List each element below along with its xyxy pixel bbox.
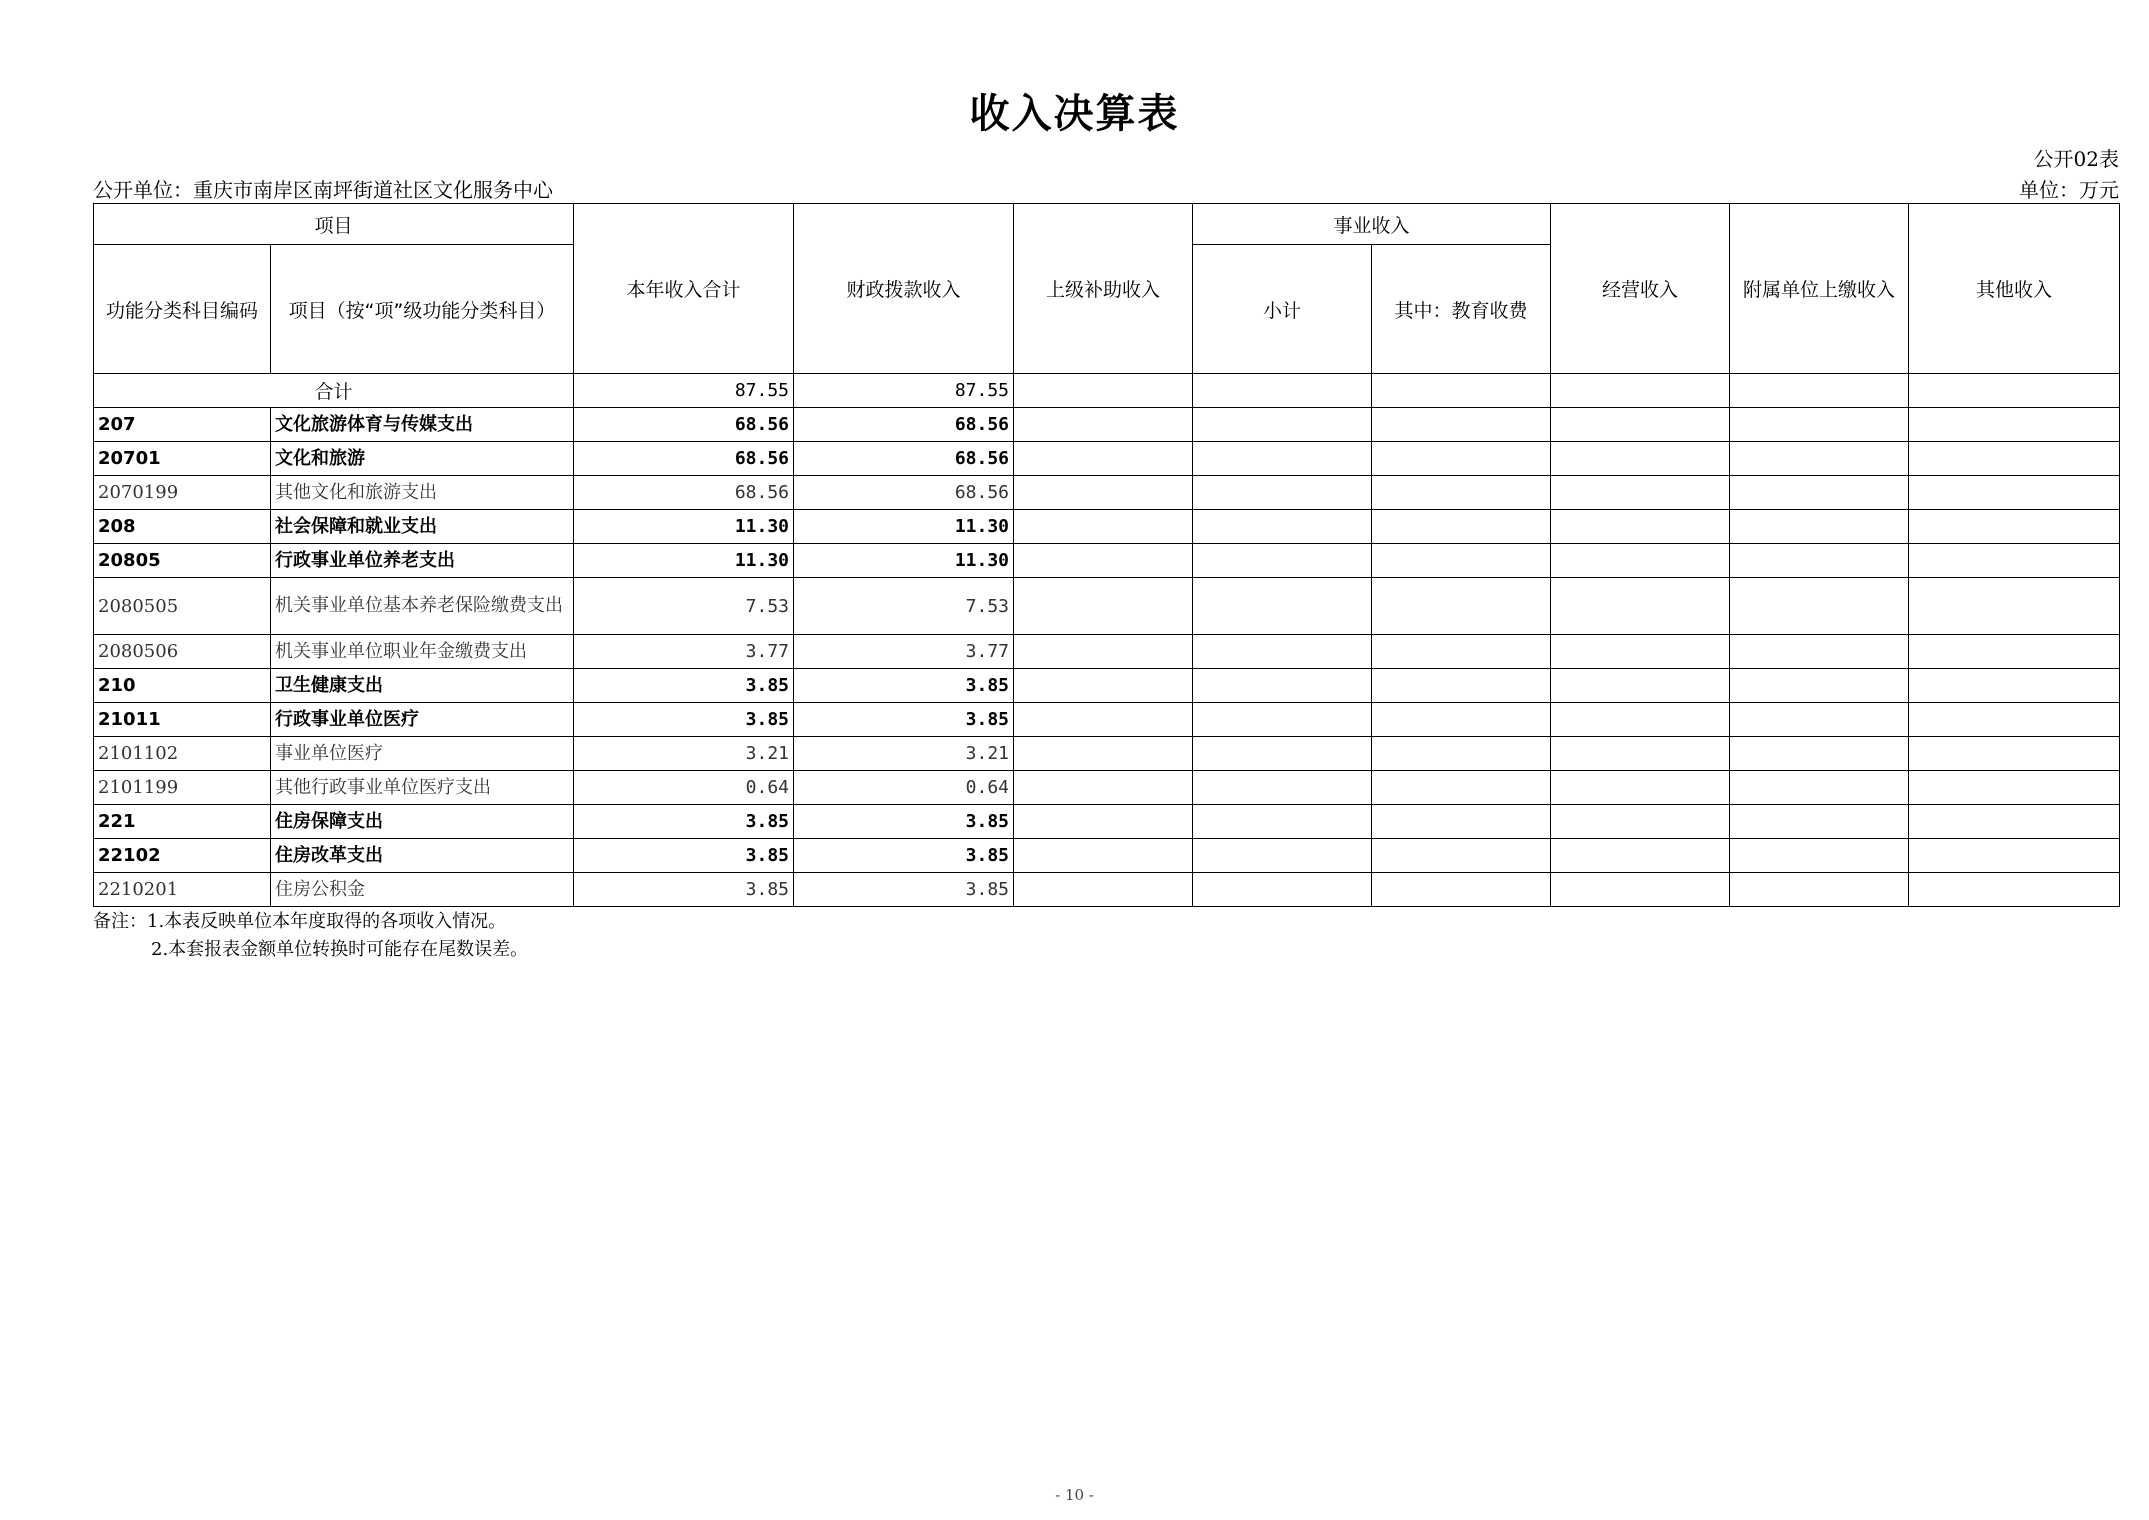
header-other: 其他收入 [1909,204,2120,374]
header-operating: 经营收入 [1551,204,1730,374]
row-name: 文化和旅游 [271,442,574,476]
row-total: 7.53 [574,578,794,635]
empty-cell [1193,408,1372,442]
empty-cell [1372,669,1551,703]
empty-cell [1909,476,2120,510]
row-name: 机关事业单位职业年金缴费支出 [271,635,574,669]
empty-cell [1730,703,1909,737]
income-table [93,203,2120,907]
unit-line [93,174,2119,203]
note-2: 2.本套报表金额单位转换时可能存在尾数误差。 [151,939,529,960]
table-row [94,873,2120,907]
row-fiscal: 68.56 [794,442,1014,476]
empty-cell [1551,374,1730,408]
header-superior: 上级补助收入 [1014,204,1193,374]
row-code: 221 [94,805,271,839]
empty-cell [1551,476,1730,510]
empty-cell [1372,374,1551,408]
row-fiscal: 3.21 [794,737,1014,771]
row-fiscal: 3.77 [794,635,1014,669]
empty-cell [1193,703,1372,737]
row-fiscal: 3.85 [794,873,1014,907]
row-total: 68.56 [574,442,794,476]
empty-cell [1372,635,1551,669]
row-total: 3.85 [574,669,794,703]
empty-cell [1372,805,1551,839]
empty-cell [1193,544,1372,578]
empty-cell [1014,839,1193,873]
row-name: 社会保障和就业支出 [271,510,574,544]
row-code: 2210201 [94,873,271,907]
row-fiscal: 11.30 [794,544,1014,578]
row-code: 20805 [94,544,271,578]
table-row [94,703,2120,737]
row-total: 11.30 [574,510,794,544]
row-code: 2070199 [94,476,271,510]
row-total: 68.56 [574,408,794,442]
empty-cell [1014,805,1193,839]
empty-cell [1730,408,1909,442]
empty-cell [1014,873,1193,907]
empty-cell [1551,510,1730,544]
empty-cell [1730,578,1909,635]
empty-cell [1551,408,1730,442]
row-fiscal: 3.85 [794,805,1014,839]
reporting-unit: 公开单位：重庆市南岸区南坪街道社区文化服务中心 [93,178,553,202]
row-code: 2101102 [94,737,271,771]
empty-cell [1193,669,1372,703]
empty-cell [1909,839,2120,873]
row-fiscal: 3.85 [794,669,1014,703]
empty-cell [1730,805,1909,839]
empty-cell [1551,805,1730,839]
row-name: 事业单位医疗 [271,737,574,771]
form-code: 公开02表 [2033,147,2119,171]
header-education: 其中：教育收费 [1372,245,1551,374]
empty-cell [1730,374,1909,408]
empty-cell [1551,442,1730,476]
header-business: 事业收入 [1193,204,1551,245]
empty-cell [1909,669,2120,703]
header-fiscal: 财政拨款收入 [794,204,1014,374]
page-number: - 10 - [1055,1486,1094,1504]
row-fiscal: 11.30 [794,510,1014,544]
empty-cell [1551,578,1730,635]
empty-cell [1909,771,2120,805]
empty-cell [1193,374,1372,408]
empty-cell [1372,544,1551,578]
table-row [94,510,2120,544]
empty-cell [1014,635,1193,669]
empty-cell [1372,703,1551,737]
row-fiscal: 68.56 [794,408,1014,442]
empty-cell [1193,771,1372,805]
empty-cell [1014,737,1193,771]
empty-cell [1730,476,1909,510]
row-total: 0.64 [574,771,794,805]
empty-cell [1909,442,2120,476]
empty-cell [1551,839,1730,873]
row-name: 行政事业单位医疗 [271,703,574,737]
empty-cell [1909,544,2120,578]
empty-cell [1909,703,2120,737]
empty-cell [1193,635,1372,669]
table-row [94,805,2120,839]
empty-cell [1909,635,2120,669]
empty-cell [1014,442,1193,476]
row-name: 行政事业单位养老支出 [271,544,574,578]
table-row [94,669,2120,703]
empty-cell [1372,873,1551,907]
row-code: 207 [94,408,271,442]
table-row [94,408,2120,442]
currency-unit: 单位：万元 [2019,178,2119,202]
empty-cell [1909,873,2120,907]
table-row [94,737,2120,771]
row-name: 其他文化和旅游支出 [271,476,574,510]
header-total-income: 本年收入合计 [574,204,794,374]
empty-cell [1551,703,1730,737]
row-name: 其他行政事业单位医疗支出 [271,771,574,805]
empty-cell [1551,771,1730,805]
notes [93,908,528,964]
row-fiscal: 68.56 [794,476,1014,510]
empty-cell [1372,839,1551,873]
row-name: 住房改革支出 [271,839,574,873]
row-total: 3.85 [574,805,794,839]
row-name: 住房公积金 [271,873,574,907]
empty-cell [1551,635,1730,669]
row-total: 3.77 [574,635,794,669]
empty-cell [1193,476,1372,510]
empty-cell [1193,578,1372,635]
empty-cell [1014,408,1193,442]
header-func-name: 项目（按“项”级功能分类科目） [271,245,574,374]
empty-cell [1730,442,1909,476]
empty-cell [1014,476,1193,510]
empty-cell [1014,669,1193,703]
row-fiscal: 3.85 [794,839,1014,873]
empty-cell [1909,374,2120,408]
empty-cell [1730,635,1909,669]
row-total: 3.85 [574,873,794,907]
table-row [94,544,2120,578]
empty-cell [1730,873,1909,907]
empty-cell [1014,578,1193,635]
empty-cell [1551,873,1730,907]
empty-cell [1193,873,1372,907]
row-total: 3.85 [574,703,794,737]
empty-cell [1909,737,2120,771]
header-project: 项目 [94,204,574,245]
empty-cell [1730,737,1909,771]
total-income-cell: 87.55 [574,374,794,408]
total-fiscal-cell: 87.55 [794,374,1014,408]
row-total: 3.21 [574,737,794,771]
row-name: 机关事业单位基本养老保险缴费支出 [271,578,574,635]
table-row [94,635,2120,669]
row-name: 住房保障支出 [271,805,574,839]
report-title: 收入决算表 [969,91,1180,137]
empty-cell [1193,510,1372,544]
empty-cell [1193,839,1372,873]
row-code: 2101199 [94,771,271,805]
empty-cell [1014,544,1193,578]
row-total: 68.56 [574,476,794,510]
row-fiscal: 7.53 [794,578,1014,635]
empty-cell [1014,374,1193,408]
empty-cell [1730,839,1909,873]
empty-cell [1372,442,1551,476]
note-1: 备注：1.本表反映单位本年度取得的各项收入情况。 [93,911,507,932]
empty-cell [1551,737,1730,771]
row-code: 208 [94,510,271,544]
empty-cell [1372,408,1551,442]
empty-cell [1730,510,1909,544]
empty-cell [1730,669,1909,703]
row-code: 2080505 [94,578,271,635]
row-total: 11.30 [574,544,794,578]
table-row [94,839,2120,873]
header-func-code: 功能分类科目编码 [94,245,271,374]
row-code: 22102 [94,839,271,873]
total-label: 合计 [94,374,574,408]
empty-cell [1909,510,2120,544]
header-affiliated: 附属单位上缴收入 [1730,204,1909,374]
empty-cell [1730,771,1909,805]
empty-cell [1730,544,1909,578]
empty-cell [1372,578,1551,635]
empty-cell [1551,544,1730,578]
empty-cell [1551,669,1730,703]
empty-cell [1193,442,1372,476]
table-row [94,476,2120,510]
row-total: 3.85 [574,839,794,873]
row-fiscal: 3.85 [794,703,1014,737]
table-row [94,442,2120,476]
empty-cell [1372,510,1551,544]
row-fiscal: 0.64 [794,771,1014,805]
empty-cell [1372,476,1551,510]
empty-cell [1372,737,1551,771]
row-code: 21011 [94,703,271,737]
row-code: 2080506 [94,635,271,669]
empty-cell [1372,771,1551,805]
empty-cell [1909,578,2120,635]
row-name: 文化旅游体育与传媒支出 [271,408,574,442]
empty-cell [1014,703,1193,737]
empty-cell [1193,737,1372,771]
row-name: 卫生健康支出 [271,669,574,703]
empty-cell [1909,805,2120,839]
empty-cell [1909,408,2120,442]
row-code: 210 [94,669,271,703]
header-subtotal: 小计 [1193,245,1372,374]
table-row [94,578,2120,635]
empty-cell [1014,510,1193,544]
row-code: 20701 [94,442,271,476]
empty-cell [1193,805,1372,839]
empty-cell [1014,771,1193,805]
table-row [94,771,2120,805]
total-row [94,374,2120,408]
